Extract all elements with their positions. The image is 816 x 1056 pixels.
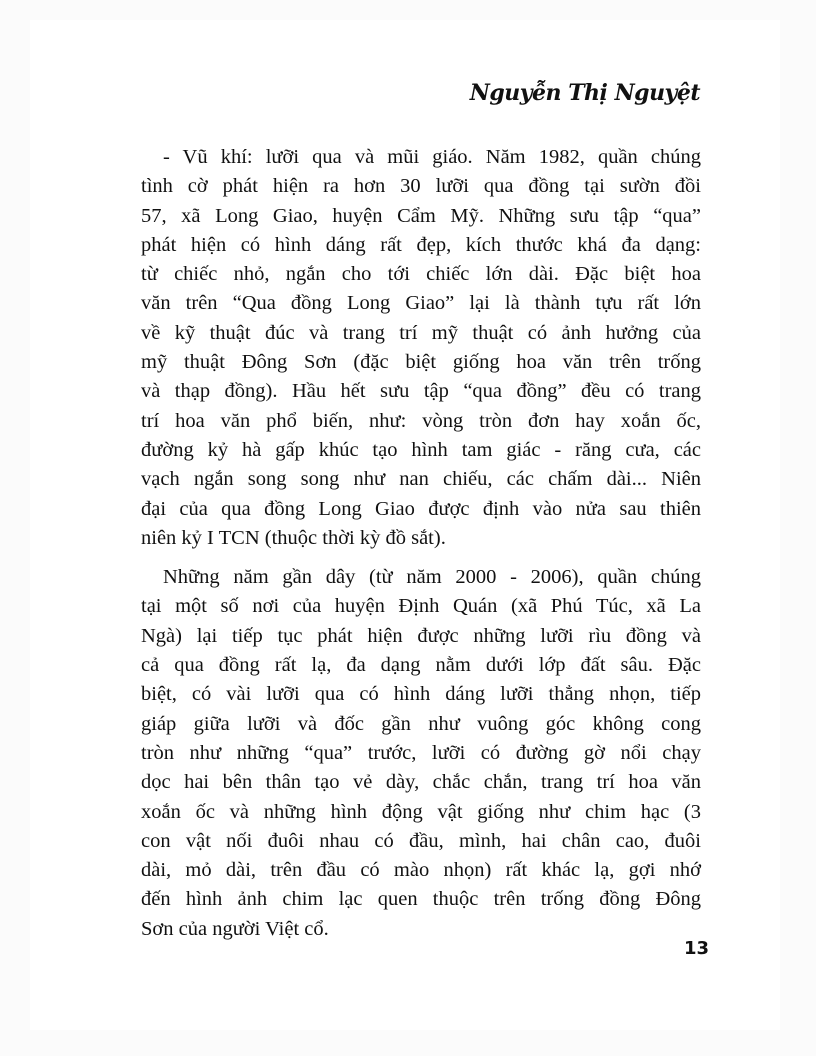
text-line: 57, xã Long Giao, huyện Cẩm Mỹ. Những sưu tập “qua” (141, 204, 701, 227)
body-text (141, 143, 701, 954)
text-line: và thạp đồng). Hầu hết sưu tập “qua đồng” đều có trang (141, 380, 701, 403)
text-line: niên kỷ I TCN (thuộc thời kỳ đồ sắt). (141, 526, 446, 549)
text-line: Ngà) lại tiếp tục phát hiện được những lưỡi rìu đồng và (141, 624, 701, 647)
text-line: Những năm gần dây (từ năm 2000 - 2006), quần chúng (163, 566, 701, 589)
text-line: đại của qua đồng Long Giao được định vào nửa sau thiên (141, 497, 701, 520)
text-line: Sơn của người Việt cổ. (141, 917, 329, 940)
text-line: dài, mỏ dài, trên đầu có mào nhọn) rất khác lạ, gợi nhớ (141, 859, 701, 882)
text-line: về kỹ thuật đúc và trang trí mỹ thuật có ảnh hưởng của (141, 321, 701, 344)
page-number: 13 (684, 938, 710, 959)
paragraph-weapons (141, 143, 701, 553)
text-line: mỹ thuật Đông Sơn (đặc biệt giống hoa văn trên trống (141, 351, 701, 374)
text-line: đường kỷ hà gấp khúc tạo hình tam giác - răng cưa, các (141, 438, 701, 461)
paragraph-recent-finds (141, 563, 701, 944)
text-line: tròn như những “qua” trước, lưỡi có đường gờ nổi chạy (141, 741, 701, 764)
text-line: cả qua đồng rất lạ, đa dạng nằm dưới lớp đất sâu. Đặc (141, 654, 701, 677)
text-line: phát hiện có hình dáng rất đẹp, kích thước khá đa dạng: (141, 233, 701, 256)
text-line: tại một số nơi của huyện Định Quán (xã Phú Túc, xã La (141, 595, 701, 618)
text-line: con vật nối đuôi nhau có đầu, mình, hai chân cao, đuôi (141, 829, 701, 852)
text-line: giáp giữa lưỡi và đốc gần như vuông góc không cong (141, 712, 701, 735)
text-line: trí hoa văn phổ biến, như: vòng tròn đơn hay xoắn ốc, (141, 409, 701, 432)
text-line: - Vũ khí: lưỡi qua và mũi giáo. Năm 1982, quần chúng (163, 146, 701, 168)
text-line: dọc hai bên thân tạo vẻ dày, chắc chắn, trang trí hoa văn (141, 771, 701, 794)
text-line: từ chiếc nhỏ, ngắn cho tới chiếc lớn dài. Đặc biệt hoa (141, 263, 701, 286)
text-line: vạch ngắn song song như nan chiếu, các chấm dài... Niên (141, 468, 701, 491)
text-line: văn trên “Qua đồng Long Giao” lại là thành tựu rất lớn (141, 292, 701, 315)
text-line: xoắn ốc và những hình động vật giống như chim hạc (3 (141, 800, 701, 823)
running-header-author: Nguyễn Thị Nguyệt (469, 80, 700, 106)
text-line: tình cờ phát hiện ra hơn 30 lưỡi qua đồng tại sườn đồi (141, 175, 701, 198)
text-line: biệt, có vài lưỡi qua có hình dáng lưỡi thẳng nhọn, tiếp (141, 683, 701, 706)
text-line: đến hình ảnh chim lạc quen thuộc trên trống đồng Đông (141, 888, 701, 911)
